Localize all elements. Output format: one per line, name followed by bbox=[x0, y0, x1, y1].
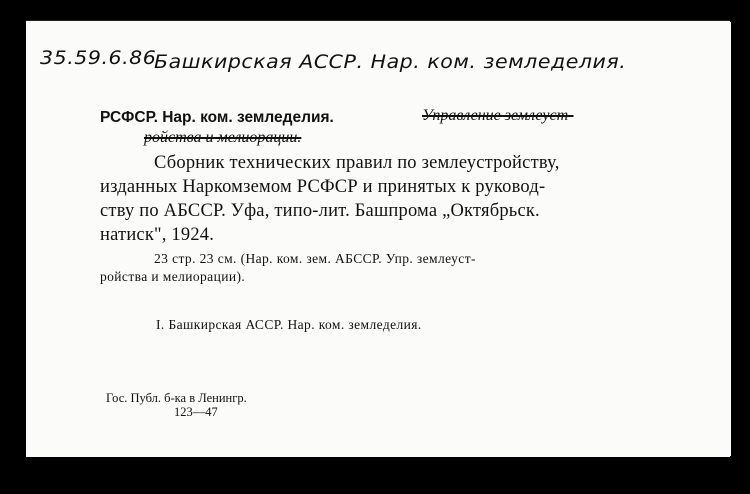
catalog-card bbox=[26, 20, 730, 457]
scan-border-right bbox=[731, 0, 750, 494]
scan-border-left bbox=[0, 0, 26, 494]
collation-line-1: 23 стр. 23 см. (Нар. ком. зем. АБССР. Упр. землеуст- bbox=[154, 251, 476, 266]
collation-line-2: ройства и мелиорации). bbox=[100, 269, 246, 284]
struck-heading-line2: ройства и мелиорации. bbox=[144, 129, 302, 146]
body-line-4: натиск", 1924. bbox=[100, 225, 215, 245]
library-stamp: Гос. Публ. б-ка в Ленингр. bbox=[106, 391, 247, 405]
handwritten-heading: Башкирская АССР. Нар. ком. земледелия. bbox=[154, 51, 627, 73]
scan-border-bottom bbox=[0, 456, 750, 494]
subject-tracing: I. Башкирская АССР. Нар. ком. земледелия. bbox=[156, 317, 422, 332]
library-number: 123—47 bbox=[174, 405, 218, 419]
body-line-1: Сборник технических правил по землеустройству, bbox=[154, 153, 560, 173]
scan-border-top bbox=[0, 0, 750, 22]
author-heading: РСФСР. Нар. ком. земледелия. bbox=[100, 109, 334, 126]
body-line-2: изданных Наркомземом РСФСР и принятых к руковод- bbox=[100, 177, 546, 197]
handwritten-call-number: 35.59.6.86 bbox=[40, 47, 157, 69]
body-line-3: ству по АБССР. Уфа, типо-лит. Башпрома „Октябрьск. bbox=[100, 201, 540, 221]
struck-heading-line1: Управление землеуст- bbox=[422, 107, 574, 124]
